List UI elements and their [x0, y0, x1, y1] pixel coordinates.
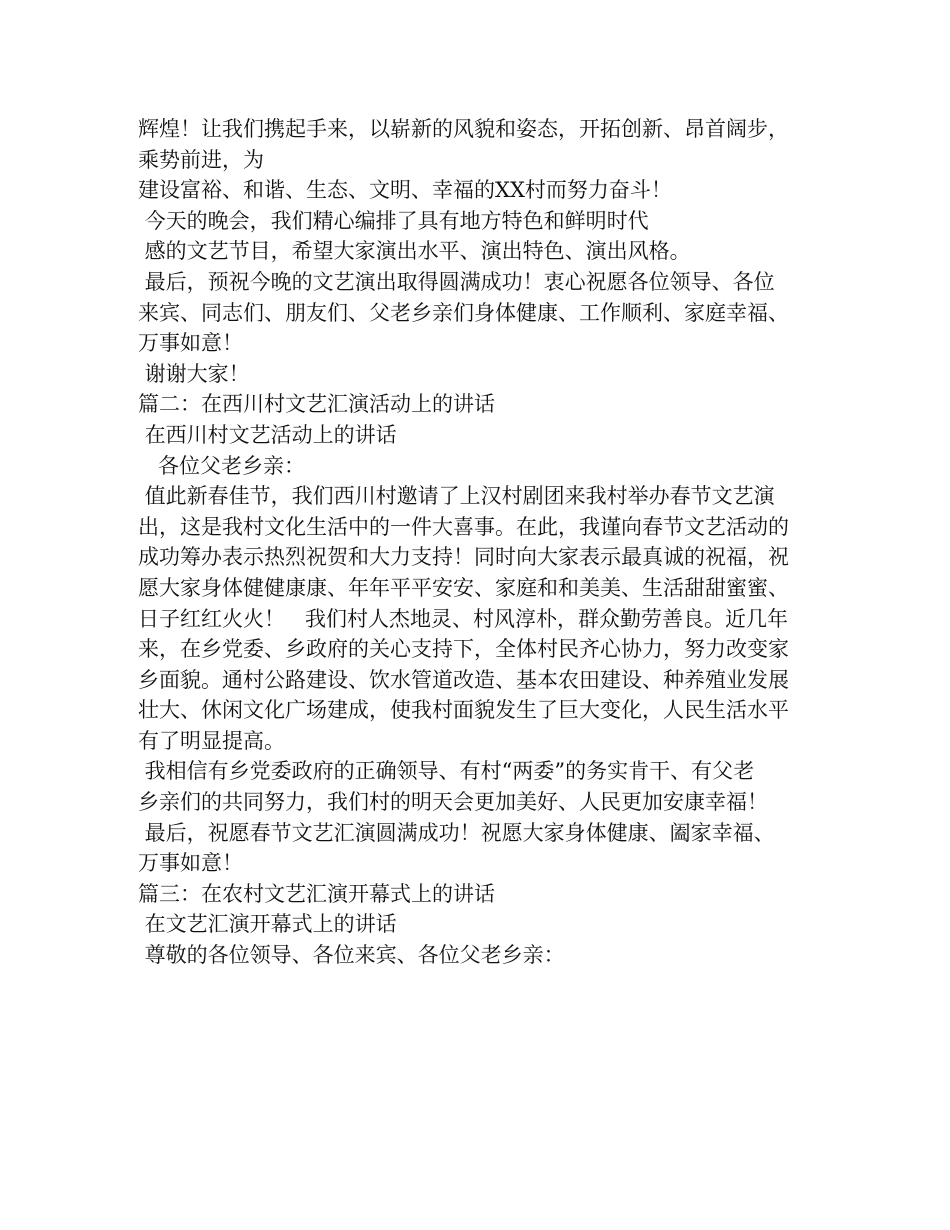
text-line-24: 最后，祝愿春节文艺汇演圆满成功！祝愿大家身体健康、阖家幸福、 — [138, 820, 775, 845]
text-line-6: 最后，预祝今晚的文艺演出取得圆满成功！衷心祝愿各位领导、各位 — [138, 269, 775, 294]
text-line-14: 出，这是我村文化生活中的一件大喜事。在此，我谨向春节文艺活动的 — [138, 514, 789, 539]
section-heading-3: 篇三：在农村文艺汇演开幕式上的讲话 — [138, 881, 495, 906]
text-line-12: 各位父老乡亲： — [138, 453, 306, 478]
text-line-3: 建设富裕、和谐、生态、文明、幸福的XX村而努力奋斗！ — [138, 178, 672, 203]
text-line-16: 愿大家身体健健康康、年年平平安安、家庭和和美美、生活甜甜蜜蜜、 — [138, 575, 789, 600]
text-line-7: 来宾、同志们、朋友们、父老乡亲们身体健康、工作顺利、家庭幸福、 — [138, 300, 789, 325]
text-line-28: 尊敬的各位领导、各位来宾、各位父老乡亲： — [138, 943, 565, 968]
text-line-15: 成功筹办表示热烈祝贺和大力支持！同时向大家表示最真诚的祝福，祝 — [138, 545, 789, 570]
text-line-2: 乘势前进，为 — [138, 147, 264, 172]
text-line-19: 乡面貌。通村公路建设、饮水管道改造、基本农田建设、种养殖业发展 — [138, 667, 789, 692]
text-line-1: 辉煌！让我们携起手来，以崭新的风貌和姿态，开拓创新、昂首阔步， — [138, 117, 789, 141]
text-line-17: 日子红红火火！ 我们村人杰地灵、村风淳朴，群众勤劳善良。近几年 — [138, 606, 789, 631]
text-line-4: 今天的晚会，我们精心编排了具有地方特色和鲜明时代 — [138, 208, 649, 233]
text-line-5: 感的文艺节目，希望大家演出水平、演出特色、演出风格。 — [138, 239, 691, 264]
text-line-18: 来，在乡党委、乡政府的关心支持下，全体村民齐心协力，努力改变家 — [138, 637, 789, 662]
text-line-11: 在西川村文艺活动上的讲话 — [138, 422, 397, 447]
text-line-20: 壮大、休闲文化广场建成，使我村面貌发生了巨大变化，人民生活水平 — [138, 698, 789, 723]
text-line-22: 我相信有乡党委政府的正确领导、有村“两委”的务实肯干、有父老 — [138, 759, 755, 784]
text-line-21: 有了明显提高。 — [138, 728, 285, 753]
text-line-27: 在文艺汇演开幕式上的讲话 — [138, 912, 397, 937]
text-line-8: 万事如意！ — [138, 331, 243, 356]
text-line-23: 乡亲们的共同努力，我们村的明天会更加美好、人民更加安康幸福！ — [138, 790, 768, 815]
document-body — [138, 114, 818, 971]
section-heading-2: 篇二：在西川村文艺汇演活动上的讲话 — [138, 392, 495, 417]
text-line-13: 值此新春佳节，我们西川村邀请了上汉村剧团来我村举办春节文艺演 — [138, 484, 775, 509]
text-line-9: 谢谢大家！ — [138, 361, 250, 386]
text-line-25: 万事如意！ — [138, 851, 243, 876]
